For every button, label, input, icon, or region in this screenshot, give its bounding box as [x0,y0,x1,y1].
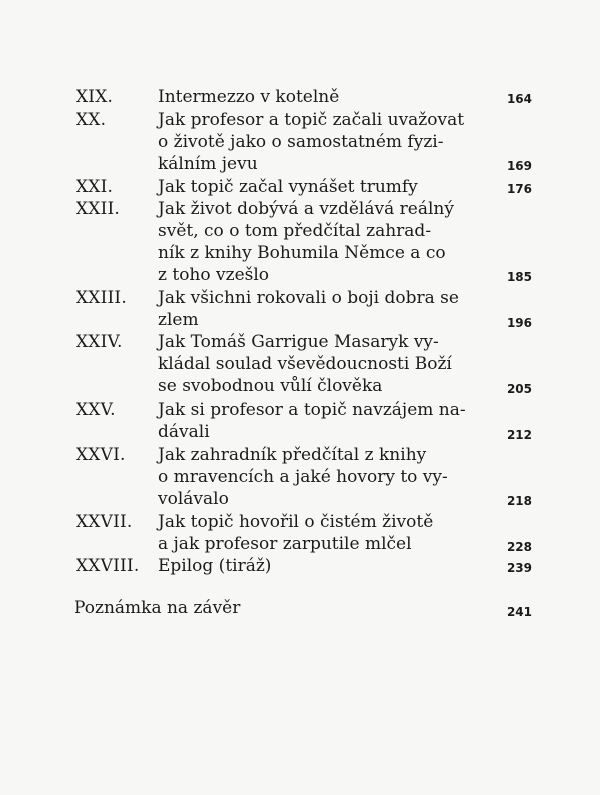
closing-note-title: Poznámka na závěr [74,598,241,618]
title-line: Intermezzo v kotelně [158,87,340,107]
chapter-title [158,198,454,286]
title-line: Jak život dobývá a vzdělává reálný [158,199,454,219]
title-line: o životě jako o samostatném fyzi- [158,132,444,152]
page-number: 239 [506,561,532,575]
chapter-title [158,331,450,397]
page-number: 212 [506,428,532,442]
title-line: kálním jevu [158,154,258,174]
title-line: svět, co o tom předčítal zahrad- [158,221,432,241]
page-number: 218 [506,494,532,508]
title-line: Jak topič hovořil o čistém životě [158,512,434,532]
chapter-number: XXIII. [76,288,127,308]
chapter-number: XXVIII. [76,556,140,576]
chapter-number: XXII. [76,199,121,219]
chapter-number: XX. [76,110,107,130]
chapter-title [158,555,450,577]
chapter-title [158,399,466,443]
title-line: volávalo [158,489,229,509]
page-number: 169 [506,159,532,173]
title-line: Jak všichni rokovali o boji dobra se [158,288,459,308]
chapter-title [158,511,450,555]
chapter-number: XXV. [76,400,116,420]
title-line: Jak topič začal vynášet trumfy [158,177,418,197]
title-line: Jak profesor a topič začali uvažovat [158,110,465,130]
title-line: Jak zahradník předčítal z knihy [158,445,427,465]
chapter-title [158,86,450,108]
title-line: o mravencích a jaké hovory to vy- [158,467,448,487]
chapter-title [158,287,459,331]
page-number: 164 [506,92,532,106]
title-line: Jak si profesor a topič navzájem na- [158,400,466,420]
chapter-number: XIX. [76,87,114,107]
title-line: Epilog (tiráž) [158,556,272,576]
chapter-number: XXI. [76,177,114,197]
title-line: ník z knihy Bohumila Němce a co [158,243,446,263]
title-line: kládal soulad vševědoucnosti Boží [158,354,452,374]
chapter-number: XXIV. [76,332,123,352]
title-line: se svobodnou vůlí člověka [158,376,383,396]
chapter-title [158,176,450,198]
closing-note-page-number: 241 [506,605,532,619]
title-line: dávali [158,422,210,442]
chapter-number: XXVII. [76,512,133,532]
title-line: Jak Tomáš Garrigue Masaryk vy- [158,332,439,352]
chapter-number: XXVI. [76,445,126,465]
title-line: zlem [158,310,199,330]
title-line: a jak profesor zarputile mlčel [158,534,412,554]
page-number: 228 [506,540,532,554]
page-number: 185 [506,270,532,284]
page-number: 196 [506,316,532,330]
page-number: 176 [506,182,532,196]
page-number: 205 [506,382,532,396]
chapter-title [158,109,465,175]
title-line: z toho vzešlo [158,265,270,285]
chapter-title [158,444,450,510]
